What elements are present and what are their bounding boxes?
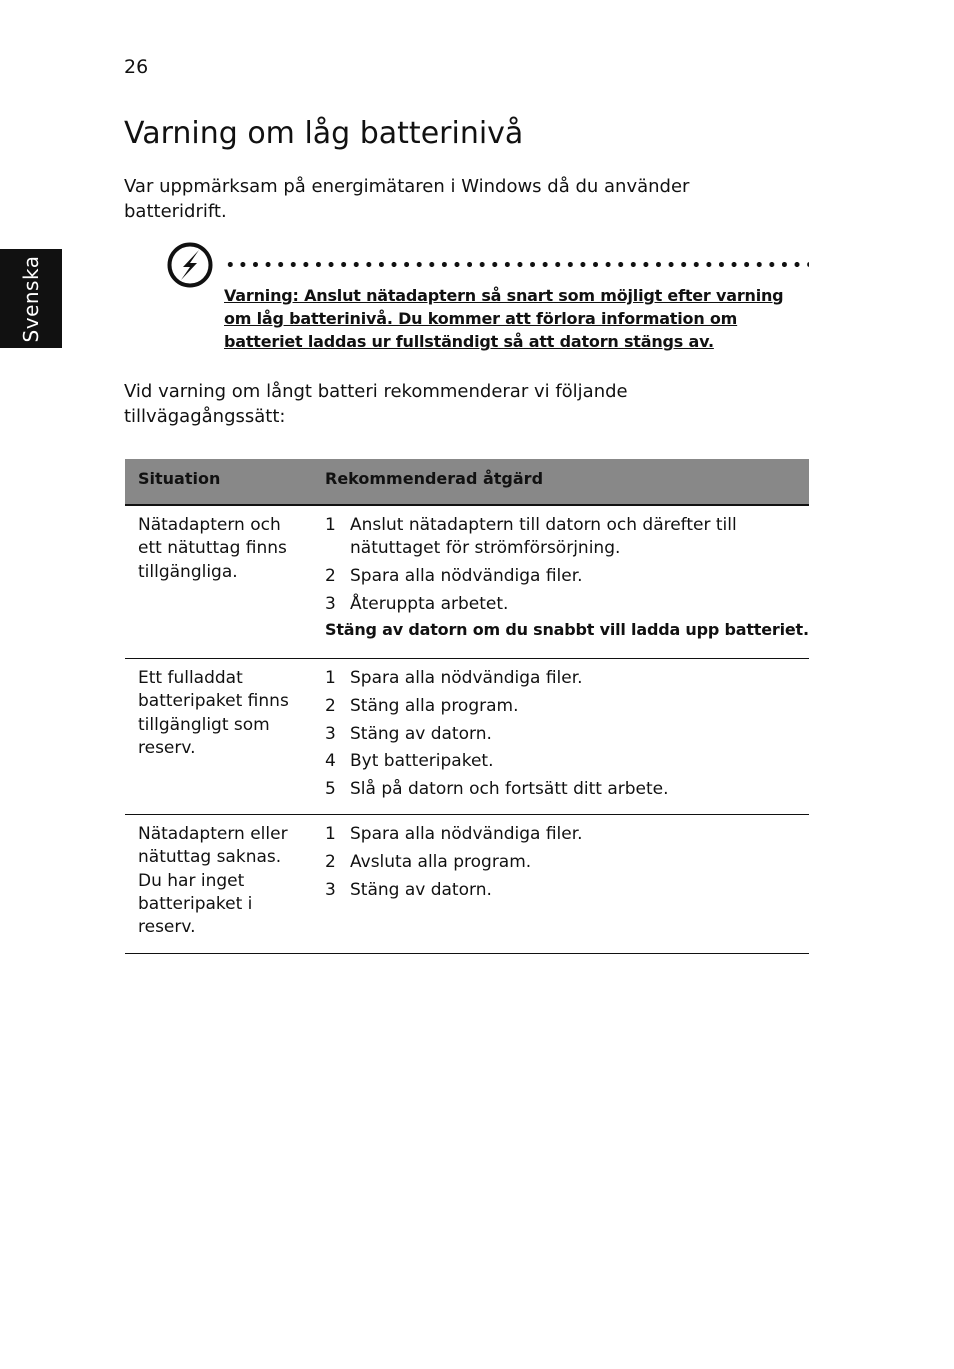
step-text: Återuppta arbetet. [350,593,509,614]
step-item: 1 Spara alla nödvändiga filer. [325,824,583,844]
action-steps [325,823,805,906]
step-item: 3 Stäng av datorn. [325,723,492,744]
language-tab [0,249,62,348]
step-item: 4 Byt batteripaket. [325,751,494,772]
page-title: Varning om låg batterinivå [124,116,524,151]
step-text: Stäng alla program. [350,695,519,716]
table-header [125,459,809,506]
recommendation-table [125,459,809,954]
warning-divider [224,262,809,267]
lead-paragraph: Vid varning om långt batteri rekommenderar vi följande tillvägagångssätt: [124,381,628,427]
step-text: Byt batteripaket. [350,751,494,772]
warning-text: Varning: Anslut nätadaptern så snart som möjligt efter varning om låg batterinivå. Du kommer att förlora information om batteriet laddas ur fullständigt så att datorn stängs av. [224,286,784,351]
step-item: 1 Spara alla nödvändiga filer. [325,668,583,688]
step-item: 3 Stäng av datorn. [325,879,492,900]
situation-cell: Nätadaptern eller nätuttag saknas. Du har inget batteripaket i reserv. [138,824,288,938]
table-row [125,815,809,954]
step-text: Anslut nätadaptern till datorn och därefter till nätuttaget för strömförsörjning. [350,515,737,559]
step-item: 5 Slå på datorn och fortsätt ditt arbete. [325,779,669,800]
action-steps [325,667,805,806]
step-item: 2 Spara alla nödvändiga filer. [325,566,583,587]
intro-paragraph: Var uppmärksam på energimätaren i Windows då du använder batteridrift. [124,176,690,222]
step-text: Stäng av datorn. [350,723,492,744]
step-item: 1 Anslut nätadaptern till datorn och därefter till nätuttaget för strömförsörjning. [325,515,737,559]
step-text: Slå på datorn och fortsätt ditt arbete. [350,779,669,800]
header-action: Rekommenderad åtgärd [325,469,544,488]
step-text: Spara alla nödvändiga filer. [350,566,583,587]
situation-cell: Ett fulladdat batteripaket finns tillgängligt som reserv. [138,668,289,758]
action-steps [325,514,805,621]
step-item: 2 Avsluta alla program. [325,851,532,872]
step-text: Spara alla nödvändiga filer. [350,824,583,844]
step-item: 2 Stäng alla program. [325,695,519,716]
row-note: Stäng av datorn om du snabbt vill ladda upp batteriet. [325,620,809,639]
step-text: Stäng av datorn. [350,879,492,900]
table-row [125,659,809,815]
page-number: 26 [124,56,149,78]
table-row [125,506,809,659]
step-text: Spara alla nödvändiga filer. [350,668,583,688]
situation-cell: Nätadaptern och ett nätuttag finns tillgängliga. [138,515,287,582]
header-situation: Situation [138,469,221,488]
language-tab-label: Svenska [19,255,43,342]
warning-lightning-icon [166,241,214,289]
step-item: 3 Återuppta arbetet. [325,593,509,614]
step-text: Avsluta alla program. [350,851,532,872]
